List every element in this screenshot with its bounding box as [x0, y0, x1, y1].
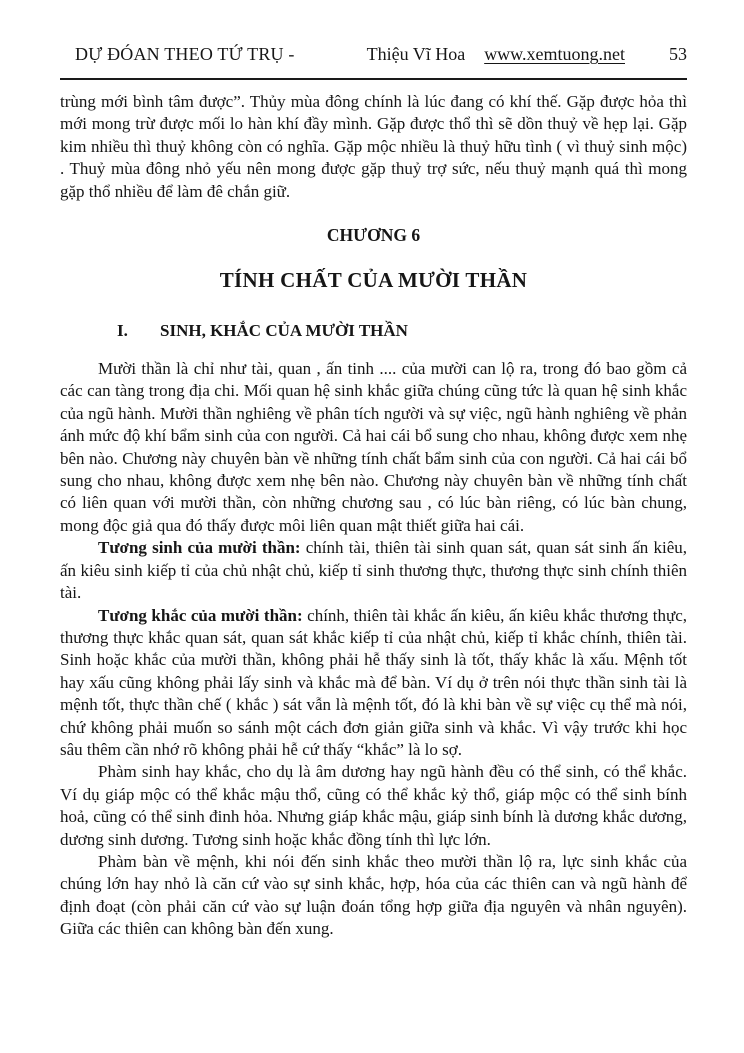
paragraph [60, 537, 687, 604]
chapter-title: TÍNH CHẤT CỦA MƯỜI THẦN [219, 268, 528, 293]
chapter-label: CHƯƠNG 6 [326, 225, 421, 246]
website-url: www.xemtuong.net [484, 44, 625, 64]
page-content [60, 91, 687, 941]
paragraph-text: Mười thần là chỉ như tài, quan , ấn tinh .... của mười can lộ ra, trong đó bao gồm cả các can tàng trong địa chi. Mối quan hệ sinh khắc giữa chúng cũng tức là quan hệ sinh khắc của ngũ hành. Mười thần nghiêng về phân tích người và sự việc, ngũ hành nghiêng về phản ánh mức độ khí bẩm sinh của con người. Cả hai cái bổ sung cho nhau, không được xem nhẹ bên nào. Chương này chuyên bàn về những tính chất bẩm sinh của con người. Cả hai cái bổ sung cho nhau, không được xem nhẹ bên nào. Chương này chuyên bàn về những tính chất có liên quan với mười thần, còn những chương sau , có lúc bàn riêng, có lúc bàn chung, mong độc giả qua đó thấy được môi liên quan mật thiết giữa hai cái. [60, 359, 687, 535]
paragraph-lead: Tương sinh của mười thần: [98, 538, 301, 558]
paragraph-text: chính, thiên tài khắc ấn kiêu, ấn kiêu khắc thương thực, thương thực khắc quan sát, quan sát khắc kiếp tỉ của nhật chủ, kiếp tỉ khắc chính, thiên tài. Sinh hoặc khắc của mười thần, không phải hễ thấy sinh là tốt, thấy khắc là xấu. Mệnh tốt hay xấu cũng không phải lấy sinh và khắc mà để bàn. Ví dụ ở trên nói thực thần sinh tài là mệnh tốt, thực thần chế ( khắc ) sát vẫn là mệnh tốt, đó là khi bàn về sự việc cụ thể mà nói, chứ không phải muốn so sánh một cách đơn giản giữa sinh và khắc. Vì vậy trước khi học sâu thêm cần nhớ rõ không phải hễ cứ thấy “khắc” là lo sợ. [60, 605, 687, 759]
page-number: 53 [669, 44, 687, 64]
paragraph [60, 358, 687, 537]
intro-paragraph: trùng mới bình tâm được”. Thủy mùa đông chính là lúc đang có khí thế. Gặp được hỏa thì mới mong trừ được mối lo hàn khí đầy mình. Gặp được thổ thì sẽ dồn thuỷ về hẹp lại. Gặp kim nhiều thì thuỷ không còn có nghĩa. Gặp mộc nhiều là thuỷ hữu tình ( vì thuỷ sinh mộc) . Thuỷ mùa đông nhỏ yếu nên mong được gặp thuỷ trợ sức, nếu thuỷ mạnh quá thì mong gặp thổ nhiều để làm đê chắn giữ. [60, 92, 687, 201]
section-heading [60, 320, 687, 342]
header-divider [60, 78, 687, 80]
paragraph [60, 761, 687, 851]
paragraph-text: Phàm bàn về mệnh, khi nói đến sinh khắc theo mười thần lộ ra, lực sinh khắc của chúng lớn hay nhỏ là căn cứ vào sự sinh khắc, hợp, hóa của các thiên can và ngũ hành để định đoạt (còn phải căn cứ vào sự luận đoán tổng hợp giữa địa nguyên và nhân nguyên). Giữa các thiên can không bàn đến xung. [60, 851, 687, 939]
section-title: SINH, KHẮC CỦA MƯỜI THẦN [160, 321, 408, 341]
paragraph [60, 605, 687, 762]
paragraph-text: Phàm sinh hay khắc, cho dụ là âm dương hay ngũ hành đều có thể sinh, có thể khắc. Ví dụ giáp mộc có thể khắc mậu thổ, cũng có thể khắc kỷ thổ, giáp mộc có thể sinh bính hoả, cũng có thể sinh đinh hỏa. Nhưng giáp khắc mậu, giáp sinh bính là dương khắc dương, dương sinh dương. Tương sinh hoặc khắc đồng tính thì lực lớn. [60, 762, 687, 849]
section-numeral: I. [117, 321, 128, 341]
page-header [60, 44, 687, 65]
paragraph-lead: Tương khắc của mười thần: [98, 605, 303, 625]
book-author: Thiệu Vĩ Hoa [366, 44, 466, 64]
book-title: DỰ ĐÓAN THEO TỨ TRỤ - [75, 44, 295, 64]
paragraph-text: chính tài, thiên tài sinh quan sát, quan sát sinh ấn kiêu, ấn kiêu sinh kiếp tỉ của chủ nhật chủ, kiếp tỉ sinh thương thực, thương thực sinh chính thiên tài. [60, 538, 687, 603]
paragraph [60, 851, 687, 941]
